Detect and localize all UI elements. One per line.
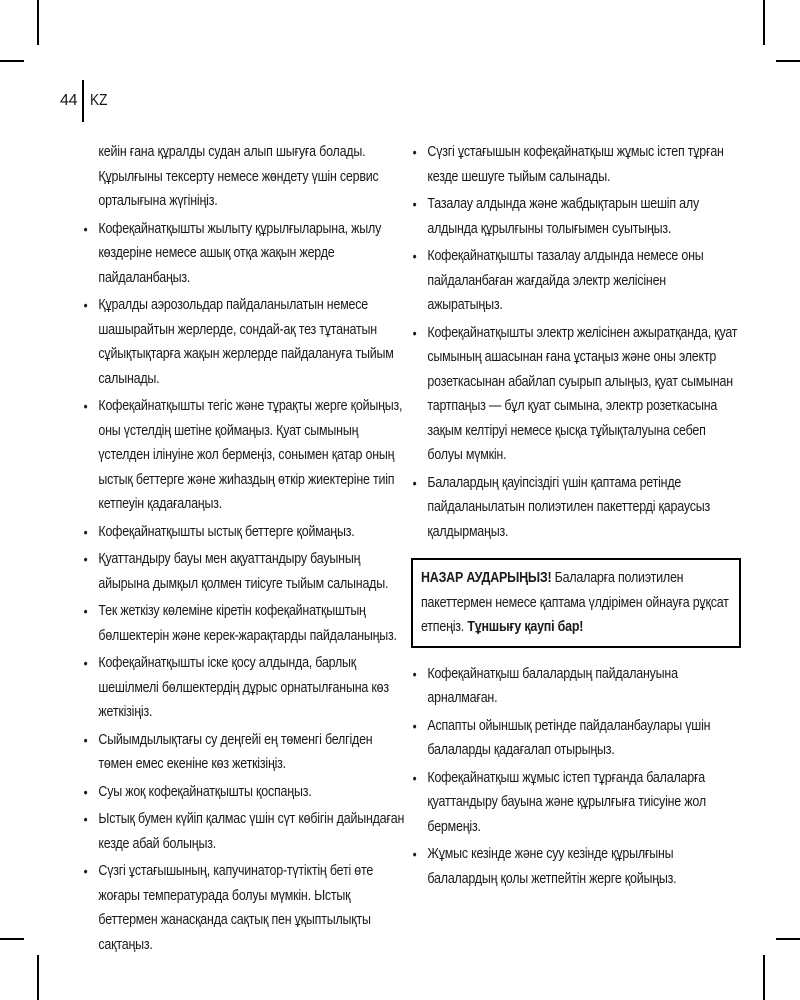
list-item: • Кофеқайнатқышты тегіс және тұрақты жерге қойыңыз, оны үстелдің шетіне қоймаңыз. Қуат сымының үстелден ілінуіне жол бермеңіз, сонымен қатар оның ыстық беттерге және жиһаздың өткір жиектеріне тиіп кетпеуін қадағалаңыз. <box>82 394 404 517</box>
list-item: • Аспапты ойыншық ретінде пайдаланбаулары үшін балаларды қадағалап отырыңыз. <box>411 714 741 763</box>
list-item: • Жұмыс кезінде және суу кезінде құрылғыны балалардың қолы жетпейтін жерге қойыңыз. <box>411 842 741 891</box>
list-item: • Кофеқайнатқышты электр желісінен ажыратқанда, қуат сымының ашасынан ғана ұстаңыз және оны электр розеткасынан абайлап суырып алыңыз, қуат сымынан тартпаңыз — бұл қуат сымына, электр розеткасына зақым келтіруі немесе қысқа тұйықталуына себеп болуы мүмкін. <box>411 321 741 468</box>
crop-mark-bottom-right <box>763 955 765 1000</box>
list-item: • Кофеқайнатқышты ыстық беттерге қоймаңыз. <box>82 520 404 545</box>
list-item: • Кофеқайнатқышты тазалау алдында немесе оны пайдаланбаған жағдайда электр желісінен ажыратыңыз. <box>411 244 741 318</box>
crop-mark-right-upper <box>776 60 800 62</box>
right-bullet-list-top <box>411 140 741 544</box>
list-item: • Кофеқайнатқыш жұмыс істеп тұрғанда балаларға қуаттандыру бауына және құрылғыға тиісуіне жол бермеңіз. <box>411 766 741 840</box>
crop-mark-top-left <box>37 0 39 45</box>
list-item: • Қуаттандыру бауы мен ақуаттандыру бауының айырына дымқыл қолмен тиісуге тыйым салынады. <box>82 547 404 596</box>
warning-box <box>411 558 741 648</box>
right-column <box>411 140 741 894</box>
list-item: • Ыстық бумен күйіп қалмас үшін сүт көбігін дайындаған кезде абай болыңыз. <box>82 807 404 856</box>
list-item: • Балалардың қауіпсіздігі үшін қаптама ретінде пайдаланылатын полиэтилен пакеттерді қараусыз қалдырмаңыз. <box>411 471 741 545</box>
page-header <box>60 80 111 122</box>
list-item: • Кофеқайнатқышты іске қосу алдында, барлық шешілмелі бөлшектердің дұрыс орнатылғанына көз жеткізіңіз. <box>82 651 404 725</box>
list-item: • Құралды аэрозольдар пайдаланылатын немесе шашырайтын жерлерде, сондай-ақ тез тұтанатын сұйықтықтарға жақын жерлерде пайдалануға тыйым салынады. <box>82 293 404 391</box>
crop-mark-top-right <box>763 0 765 45</box>
list-item: • Суы жоқ кофеқайнатқышты қоспаңыз. <box>82 780 404 805</box>
list-item: • Кофеқайнатқыш балалардың пайдалануына арналмаған. <box>411 662 741 711</box>
crop-mark-bottom-left <box>37 955 39 1000</box>
page-number: 44 <box>60 92 78 109</box>
crop-mark-left-lower <box>0 938 24 940</box>
right-bullet-list-bottom <box>411 662 741 892</box>
list-item: • Сүзгі ұстағышының, капучинатор-түтіктің беті өте жоғары температурада болуы мүмкін. Ыстық беттермен жанасқанда сақтық пен ұқыптылықты сақтаңыз. <box>82 859 404 957</box>
crop-mark-right-lower <box>776 938 800 940</box>
warning-emphasis: Тұншығу қаупі бар! <box>467 618 584 635</box>
crop-mark-left-upper <box>0 60 24 62</box>
list-item: • Сүзгі ұстағышын кофеқайнатқыш жұмыс істеп тұрған кезде шешуге тыйым салынады. <box>411 140 741 189</box>
list-item: • Сыйымдылықтағы су деңгейі ең төменгі белгіден төмен емес екеніне көз жеткізіңіз. <box>82 728 404 777</box>
warning-body: Балаларға полиэтилен пакеттермен немесе қаптама үлдірімен ойнауға рұқсат етпеңіз. <box>421 569 729 635</box>
list-item: • Тазалау алдында және жабдықтарын шешіп алу алдында құрылғыны толығымен суытыңыз. <box>411 192 741 241</box>
left-bullet-list <box>82 217 404 958</box>
list-item: • Тек жеткізу көлеміне кіретін кофеқайнатқыштың бөлшектерін және керек-жарақтарды пайдаланыңыз. <box>82 599 404 648</box>
language-code: KZ <box>90 92 108 109</box>
list-item: • Кофеқайнатқышты жылыту құрылғыларына, жылу көздеріне немесе ашық отқа жақын жерде пайдаланбаңыз. <box>82 217 404 291</box>
warning-title: НАЗАР АУДАРЫҢЫЗ! <box>421 569 552 586</box>
header-divider <box>82 80 84 122</box>
left-column <box>82 140 404 960</box>
continuation-paragraph: кейін ғана құралды судан алып шығуға болады. Құрылғыны тексерту немесе жөндету үшін сервис орталығына жүгініңіз. <box>98 143 379 209</box>
